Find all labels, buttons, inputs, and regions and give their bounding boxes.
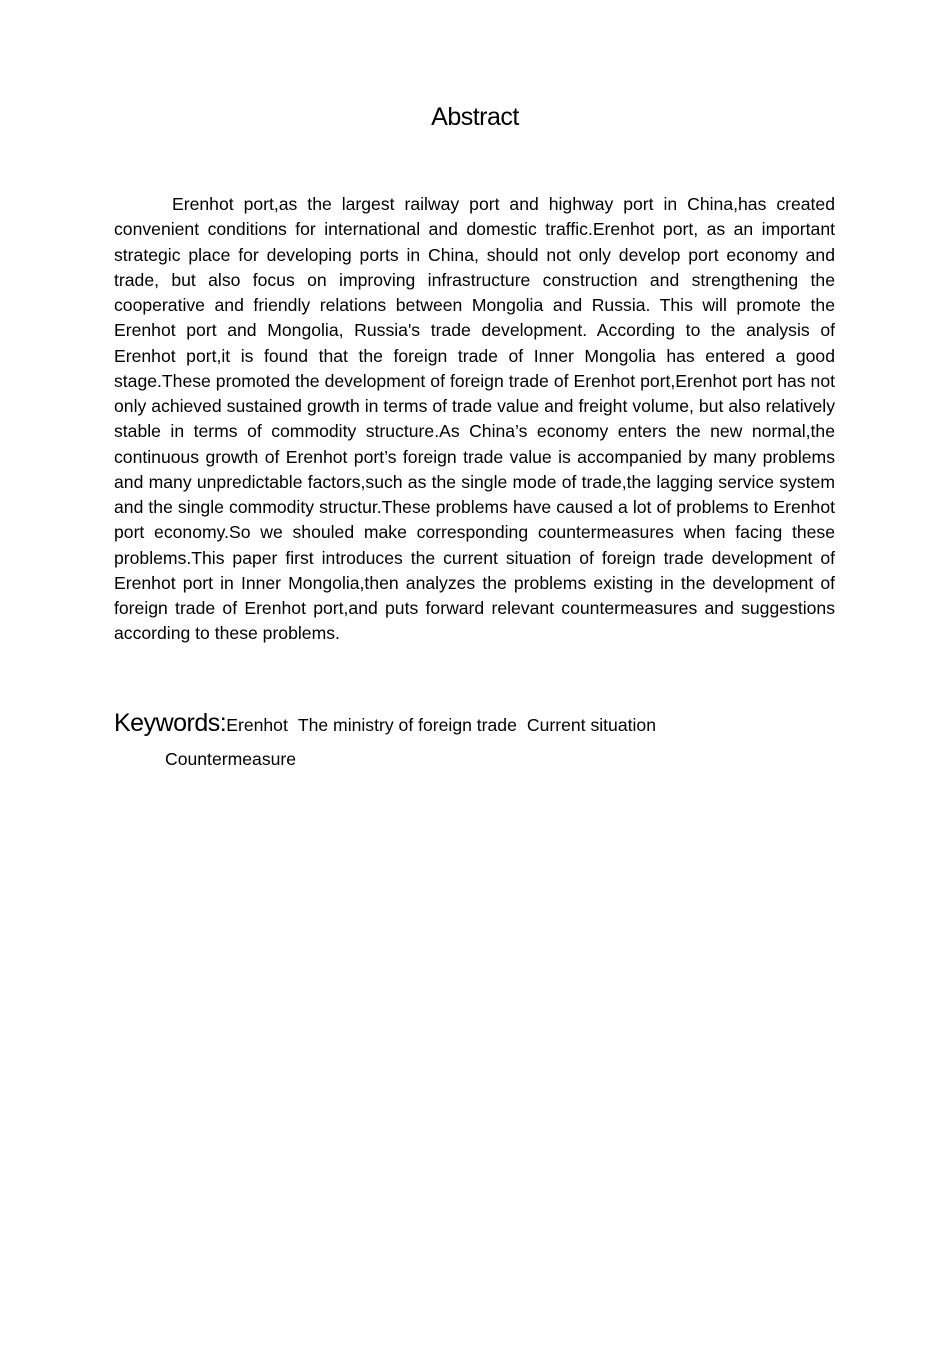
keyword-item: Erenhot xyxy=(226,715,288,735)
keyword-item: Countermeasure xyxy=(165,749,297,769)
keywords-line xyxy=(114,705,835,741)
keywords-label: Keywords: xyxy=(114,709,227,737)
keyword-item: The ministry of foreign trade xyxy=(297,715,517,735)
keywords-section xyxy=(114,705,835,777)
abstract-title: Abstract xyxy=(431,103,519,131)
keyword-item: Current situation xyxy=(526,715,656,735)
abstract-paragraph xyxy=(114,192,835,647)
abstract-text: Erenhot port,as the largest railway port and highway port in China,has created convenient conditions for international and domestic traffic.Erenhot port, as an important strategic place for developing ports in China, should not only develop port economy and trade, but also focus on improving infrastructure construction and strengthening the cooperative and friendly relations between Mongolia and Russia. This will promote the Erenhot port and Mongolia, Russia's trade development. According to the analysis of Erenhot port,it is found that the foreign trade of Inner Mongolia has entered a good stage.These promoted the development of foreign trade of Erenhot port,Erenhot port has not only achieved sustained growth in terms of trade value and freight volume, but also relatively stable in terms of commodity structure.As China’s economy enters the new normal,the continuous growth of Erenhot port’s foreign trade value is accompanied by many problems and many unpredictable factors,such as the single mode of trade,the lagging service system and the single commodity structur.These problems have caused a lot of problems to Erenhot port economy.So we shouled make corresponding countermeasures when facing these problems.This paper first introduces the current situation of foreign trade development of Erenhot port in Inner Mongolia,then analyzes the problems existing in the development of foreign trade of Erenhot port,and puts forward relevant countermeasures and suggestions according to these problems. xyxy=(114,194,835,644)
